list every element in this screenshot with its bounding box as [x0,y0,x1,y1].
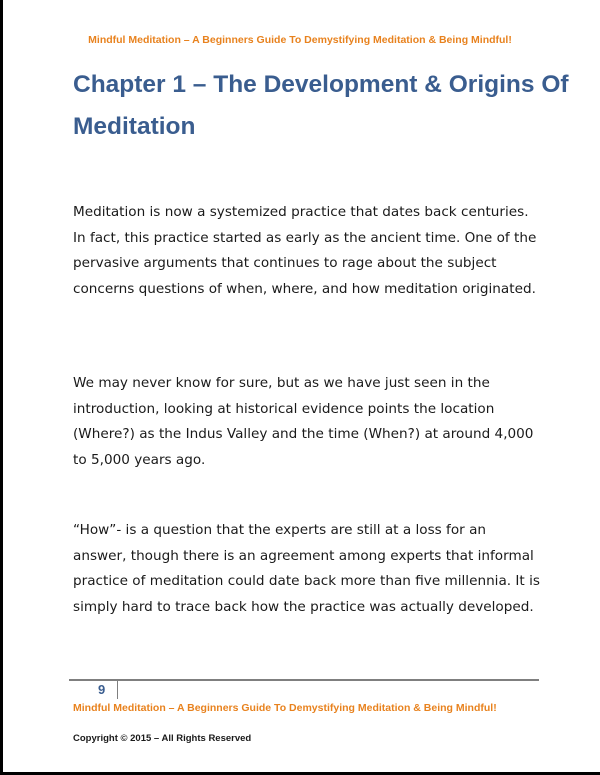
running-header: Mindful Meditation – A Beginners Guide To Demystifying Meditation & Being Mindful! [88,34,512,46]
page-left-edge [0,0,3,775]
running-footer: Mindful Meditation – A Beginners Guide To Demystifying Meditation & Being Mindful! [73,702,497,714]
body-paragraph-3: “How”- is a question that the experts are still at a loss for an answer, though there is an agreement among experts that informal practice of meditation could date back more than five millennia. It is simply hard to trace back how the practice was actually developed. [73,522,540,615]
body-paragraph-1: Meditation is now a systemized practice that dates back centuries. In fact, this practice started as early as the ancient time. One of the pervasive arguments that continues to rage about the subject concerns questions of when, where, and how meditation originated. [73,204,537,297]
chapter-title: Chapter 1 – The Development & Origins Of Meditation [73,71,569,140]
body-paragraph-2: We may never know for sure, but as we have just seen in the introduction, looking at historical evidence points the location (Where?) as the Indus Valley and the time (When?) at around 4,000 to 5,000 years ago. [73,375,534,468]
copyright-notice: Copyright © 2015 – All Rights Reserved [73,733,252,744]
footer-divider [69,679,539,681]
page-number: 9 [98,682,106,697]
page-number-separator [117,681,118,699]
